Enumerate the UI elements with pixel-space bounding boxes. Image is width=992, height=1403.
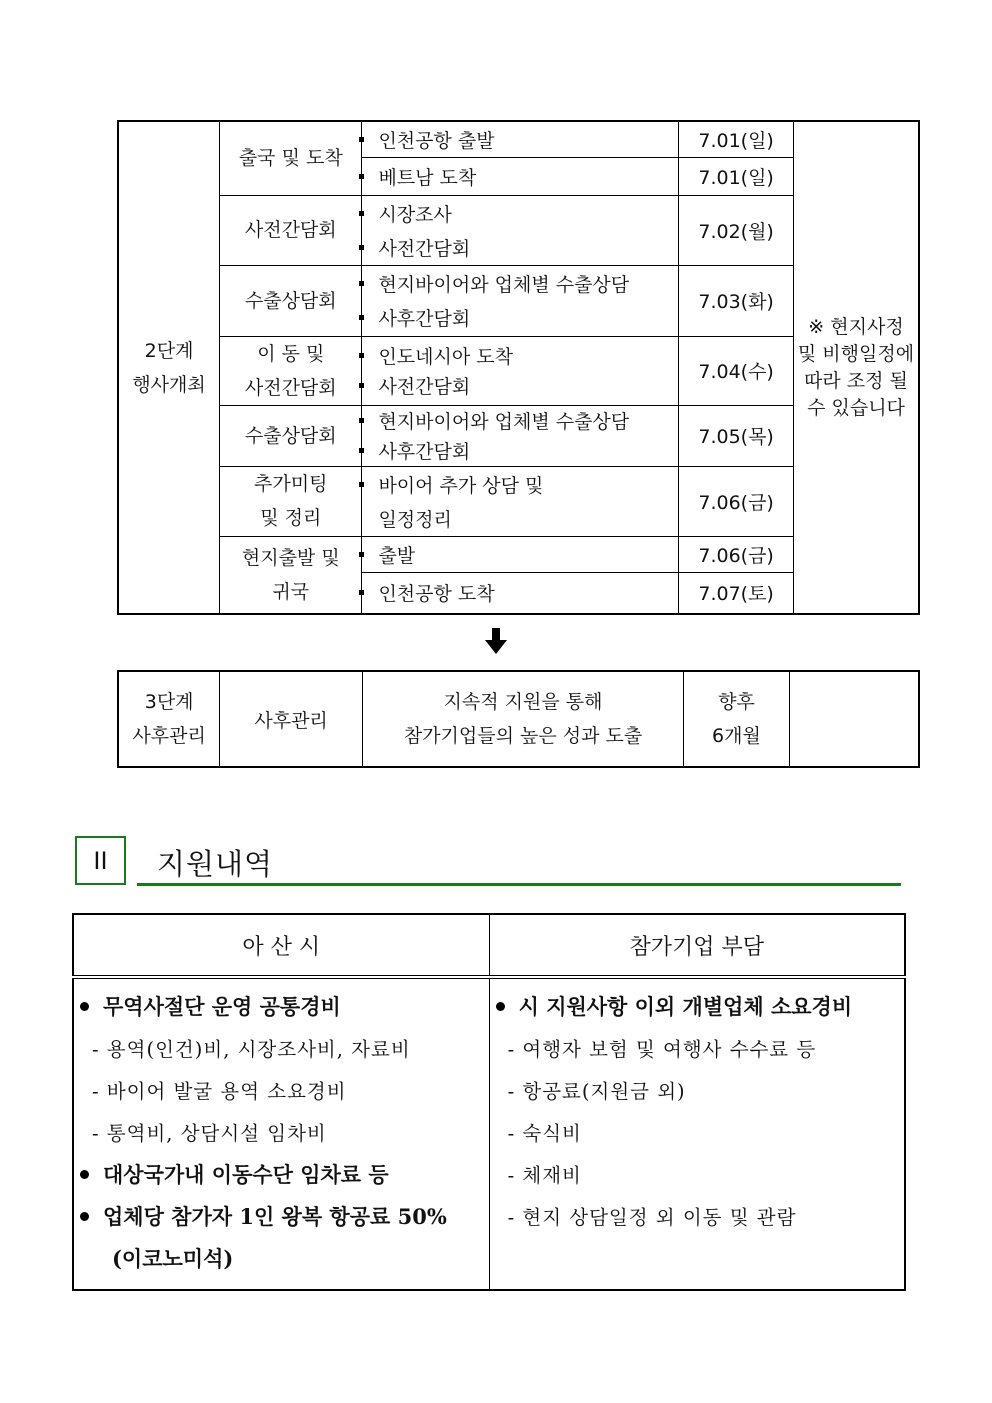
bullet-icon: [359, 383, 364, 388]
note-line: 및 비행일정에: [797, 342, 915, 365]
date-cell: 7.01(일): [679, 121, 794, 157]
list-item-text: 대상국가내 이동수단 임차료 등: [103, 1162, 389, 1187]
item-text: 인천공항 도착: [378, 583, 495, 606]
category-cell: [220, 536, 362, 614]
category-label: 추가미팅: [254, 473, 328, 495]
item-text: 일정정리: [378, 508, 452, 531]
list-item: [80, 985, 489, 1027]
list-item: (이코노미석): [112, 1246, 234, 1271]
item-text: 사후간담회: [378, 308, 471, 330]
section-number-box: [75, 836, 126, 885]
item-text: 베트남 도착: [378, 166, 477, 189]
category-label: 사전간담회: [244, 219, 337, 241]
list-item: - 용역(인건)비, 시장조사비, 자료비: [92, 1038, 411, 1061]
stage3-period-cell: [684, 671, 790, 767]
category-label: 수출상담회: [244, 424, 337, 447]
category-cell: [220, 195, 362, 265]
bullet-icon: [359, 590, 364, 595]
bullet-icon: [359, 315, 364, 320]
item-cell: [362, 572, 679, 614]
category-label: 및 정리: [260, 507, 322, 529]
category-cell: [220, 405, 362, 466]
list-item-text: 무역사절단 운영 공통경비: [103, 994, 341, 1019]
category-cell: [220, 466, 362, 536]
category-cell: [220, 336, 362, 405]
stage-label-2: 행사개최: [132, 373, 206, 396]
item-text: 사전간담회: [378, 376, 471, 398]
note-line: ※ 현지사정: [808, 315, 904, 338]
schedule-table: [117, 120, 920, 615]
category-label: 이 동 및: [257, 342, 325, 365]
date-cell: 7.02(월): [679, 195, 794, 265]
stage3-empty-cell: [789, 671, 919, 767]
item-text: 출발: [378, 544, 416, 567]
bullet-icon: [359, 353, 364, 358]
bullet-icon: [496, 1002, 505, 1011]
item-text: 사전간담회: [378, 237, 471, 260]
item-cell: [362, 195, 679, 265]
date-cell: 7.03(화): [679, 265, 794, 336]
category-label: 귀국: [272, 580, 310, 603]
note-line: 수 있습니다: [807, 396, 905, 419]
support-city-cell: [73, 977, 489, 1290]
list-item: - 체재비: [507, 1164, 582, 1187]
list-item: [80, 1195, 489, 1237]
stage3-description-line: 지속적 지원을 통해: [443, 691, 603, 713]
category-cell: [220, 121, 362, 195]
section-number: II: [93, 846, 108, 875]
list-item: - 항공료(지원금 외): [507, 1080, 686, 1103]
support-header-company: 참가기업 부담: [489, 914, 905, 977]
list-item-text: 업체당 참가자 1인 왕복 항공료 50%: [103, 1204, 447, 1229]
bullet-icon: [359, 174, 364, 179]
stage3-period-line: 향후: [718, 691, 755, 713]
bullet-icon: [359, 281, 364, 286]
list-item-text: 시 지원사항 이외 개별업체 소요경비: [518, 994, 853, 1019]
bullet-icon: [359, 482, 364, 487]
item-cell: [362, 265, 679, 336]
stage3-description-line: 참가기업들의 높은 성과 도출: [403, 725, 643, 747]
category-label: 수출상담회: [244, 289, 337, 312]
section-title: 지원내역: [157, 847, 274, 881]
bullet-icon: [359, 448, 364, 453]
support-header-city: 아 산 시: [73, 914, 489, 977]
date-cell: 7.07(토): [679, 572, 794, 614]
list-item: - 여행자 보험 및 여행사 수수료 등: [507, 1038, 817, 1061]
stage-label-1: 2단계: [144, 339, 194, 362]
stage3-stage-cell: [118, 671, 220, 767]
item-text: 현지바이어와 업체별 수출상담: [378, 411, 630, 433]
down-arrow-icon: [485, 628, 507, 654]
stage3-description-cell: [362, 671, 683, 767]
category-label: 출국 및 도착: [238, 147, 343, 170]
bullet-icon: [359, 418, 364, 423]
bullet-icon: [80, 1002, 89, 1011]
bullet-icon: [359, 137, 364, 142]
date-cell: 7.04(수): [679, 336, 794, 405]
item-text: 인도네시아 도착: [378, 346, 513, 368]
list-item: [496, 985, 904, 1027]
list-item: - 현지 상담일정 외 이동 및 관람: [507, 1206, 797, 1229]
category-cell: [220, 265, 362, 336]
bullet-icon: [359, 211, 364, 216]
support-company-cell: [489, 977, 905, 1290]
stage3-category-cell: 사후관리: [220, 671, 363, 767]
list-item: [80, 1153, 489, 1195]
support-table: [72, 913, 906, 1291]
note-line: 따라 조정 될: [804, 369, 908, 392]
item-cell: [362, 336, 679, 405]
bullet-icon: [359, 245, 364, 250]
stage3-stage-label: 3단계: [144, 691, 194, 713]
item-cell: [362, 536, 679, 572]
item-cell: [362, 466, 679, 536]
bullet-icon: [359, 552, 364, 557]
item-text: 사후간담회: [378, 441, 471, 463]
list-item: - 바이어 발굴 용역 소요경비: [92, 1080, 347, 1103]
category-label: 현지출발 및: [241, 546, 340, 569]
list-item: - 숙식비: [507, 1122, 582, 1145]
bullet-icon: [80, 1212, 89, 1221]
item-cell: [362, 121, 679, 157]
category-label: 사전간담회: [244, 376, 337, 399]
stage-cell: [118, 121, 220, 614]
item-cell: [362, 405, 679, 466]
bullet-icon: [80, 1170, 89, 1179]
section-underline: [137, 883, 901, 886]
stage3-period-line: 6개월: [712, 725, 761, 747]
item-text: 현지바이어와 업체별 수출상담: [378, 274, 630, 296]
stage3-table: [117, 670, 920, 768]
date-cell: 7.06(금): [679, 536, 794, 572]
date-cell: 7.01(일): [679, 157, 794, 195]
list-item: - 통역비, 상담시설 임차비: [92, 1122, 327, 1145]
note-cell: [794, 121, 920, 614]
date-cell: 7.06(금): [679, 466, 794, 536]
date-cell: 7.05(목): [679, 405, 794, 466]
stage3-stage-label: 사후관리: [132, 725, 206, 747]
item-text: 인천공항 출발: [378, 129, 495, 152]
item-text: 바이어 추가 상담 및: [378, 474, 544, 497]
item-text: 시장조사: [378, 203, 452, 226]
item-cell: [362, 157, 679, 195]
